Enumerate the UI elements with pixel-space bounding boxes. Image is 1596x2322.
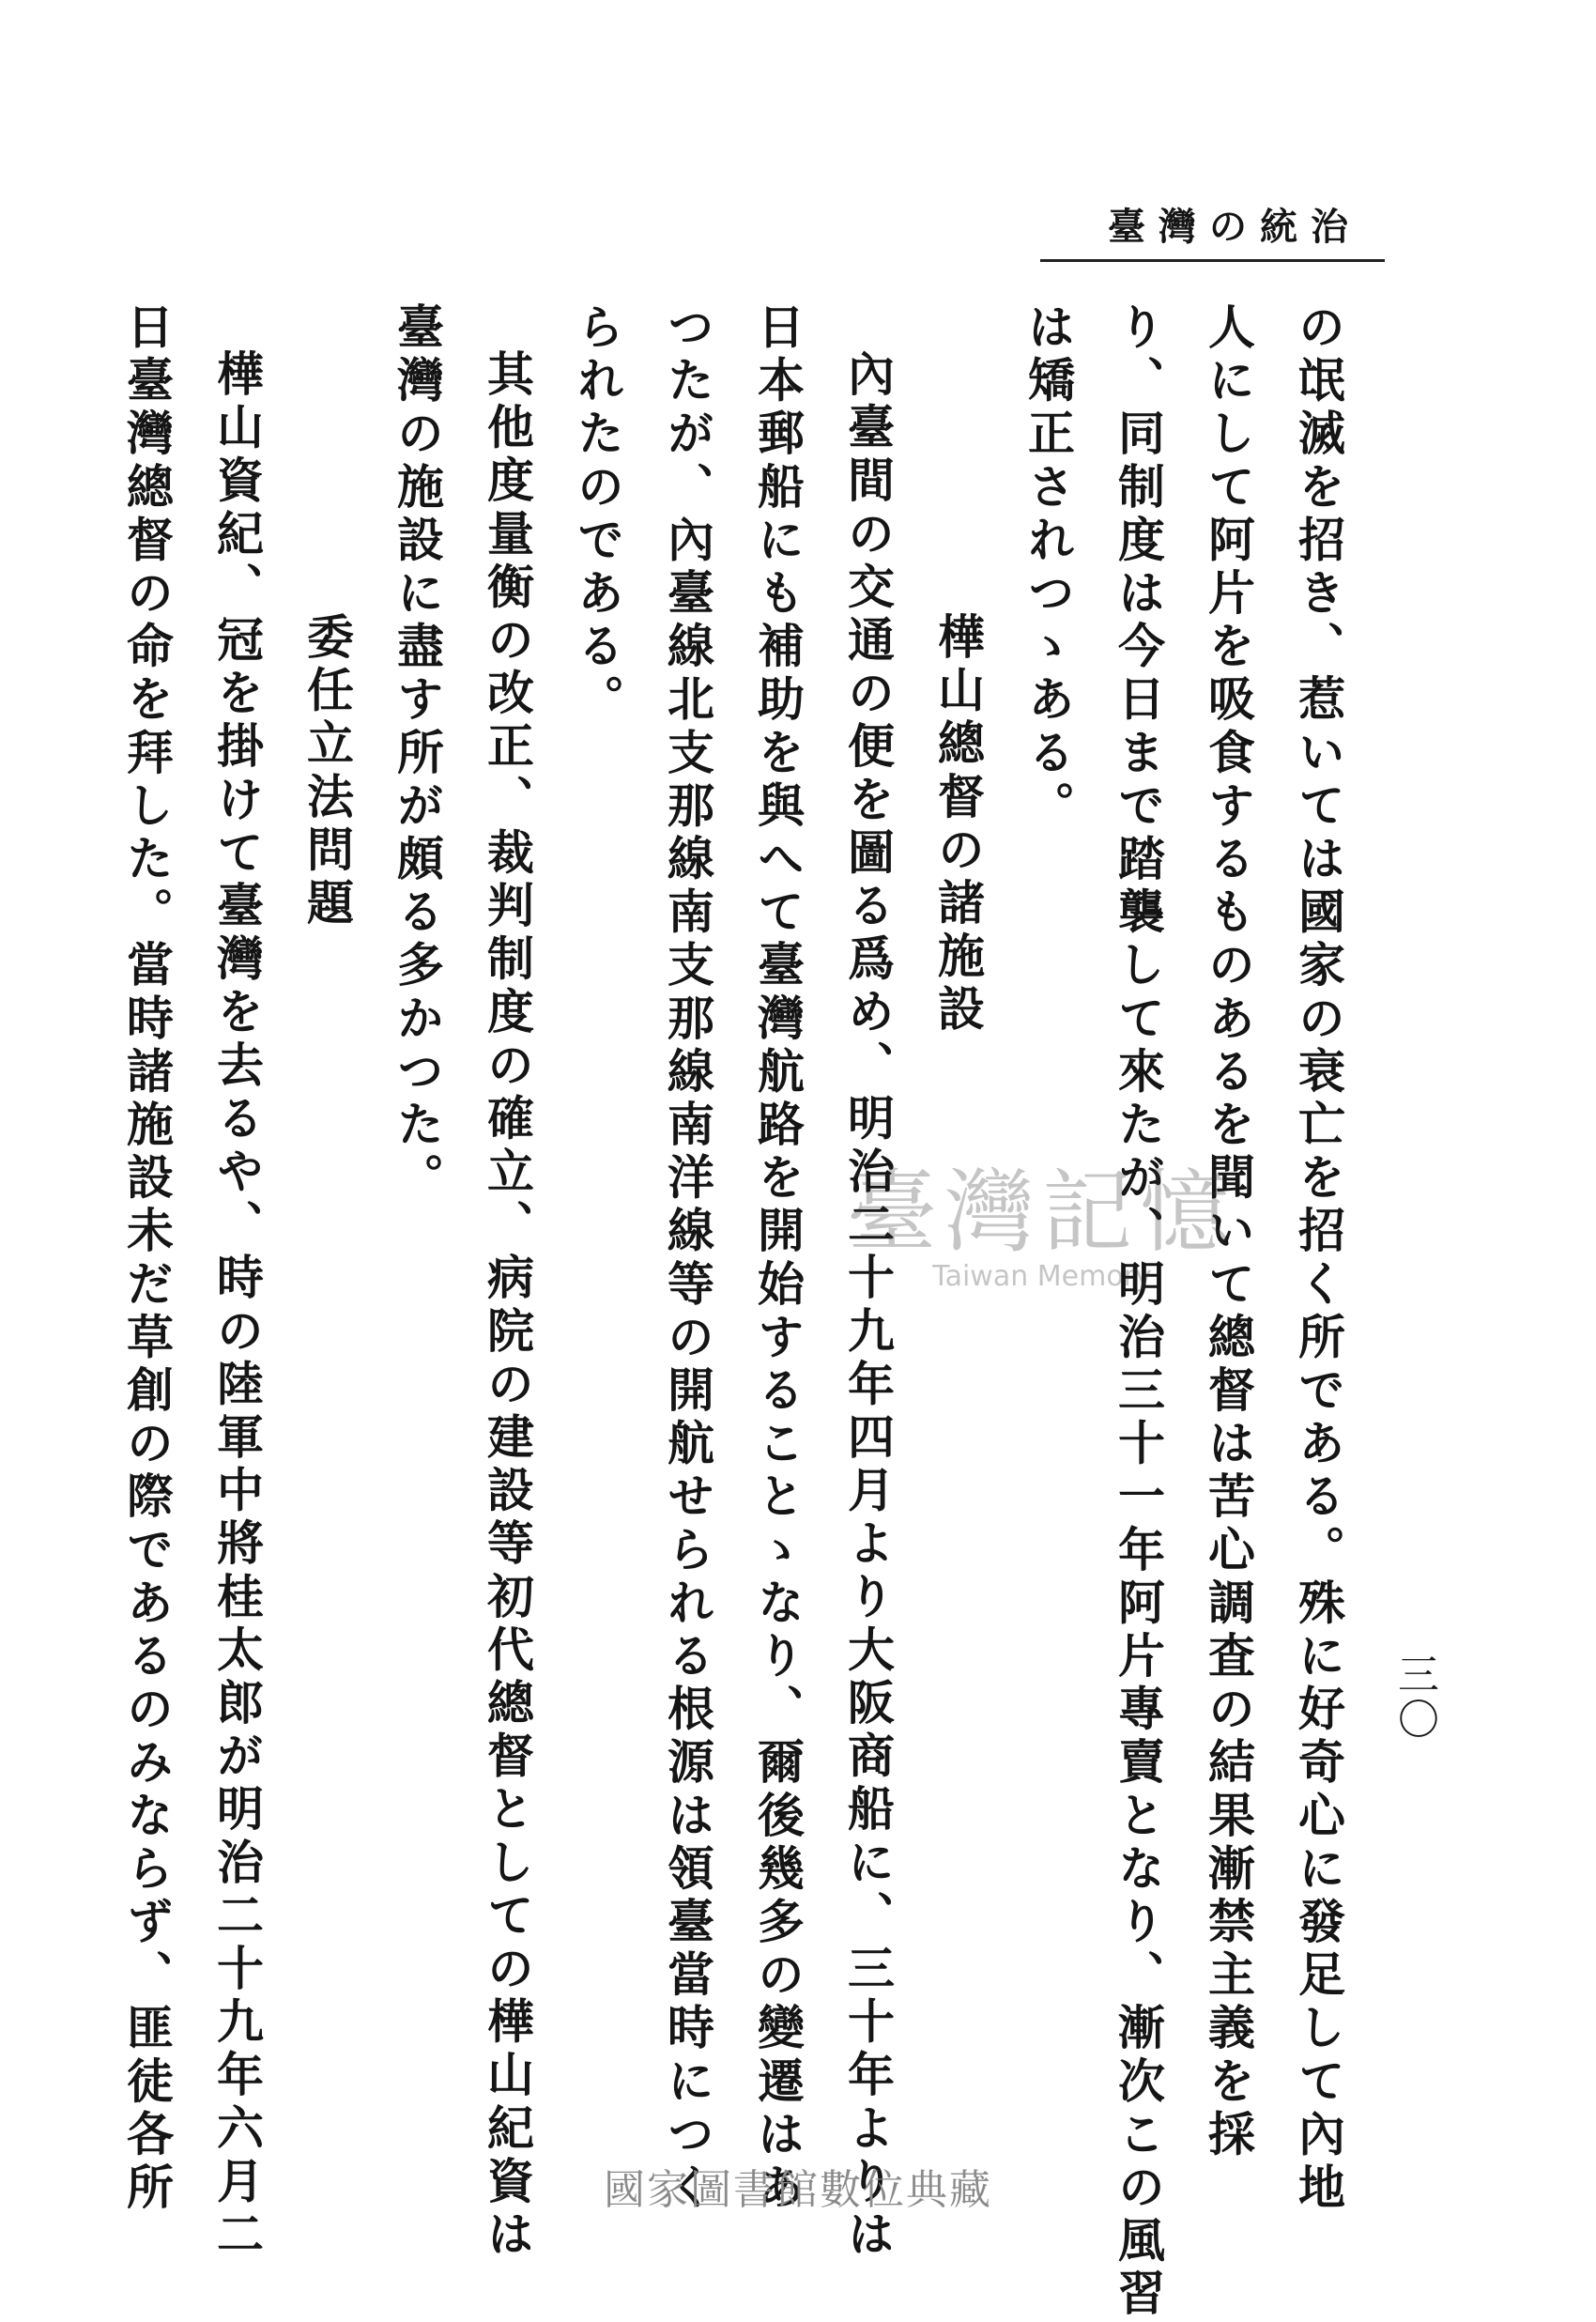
text-column: は矯正されつゝある。 [1021,302,1076,834]
taiwan-memory-watermark [798,1141,1286,1293]
column-text: 殊に好奇心に發足して內地 [1291,1577,1346,2216]
footer-credit: 國家圖書館數位典藏 [604,2166,992,2214]
section-heading: 委任立法問題 [299,612,355,931]
text-column: られたのである。 [570,302,625,728]
header-rule [1040,259,1385,262]
text-column: 臺灣の施設に盡す所が頗る多かつた。 [390,302,445,1207]
watermark-logo-text: 臺灣記憶 [847,1160,1237,1265]
running-header-title: 臺灣の統治 [1108,205,1361,249]
text-column: 其他度量衡の改正、裁判制度の確立、病院の建設等初代總督としての樺山紀資は [480,349,535,2263]
text-column: 日臺灣總督の命を拜した。當時諸施設未だ草創の際であるのみならず、匪徒各所 [119,302,175,2216]
text-column [1273,302,1363,2216]
text-column: つたが、內臺線北支那線南支那線南洋線等の開航せられる根源は領臺當時につく [660,302,715,2216]
column-text: の氓滅を招き、惹いては國家の衰亡を招く所である。 [1291,302,1346,1578]
text-column: 樺山資紀、冠を掛けて臺灣を去るや、時の陸軍中將桂太郎が明治二十九年六月二 [209,349,265,2263]
text-column: 日本郵船にも補助を與へて臺灣航路を開始することゝなり、爾後幾多の變遷はあ [750,302,806,2216]
watermark-subtitle: Taiwan Memory [932,1260,1152,1293]
section-heading: 樺山總督の諸施設 [930,612,986,1038]
text-column: 內臺間の交通の便を圖る爲め、明治二十九年四月より大阪商船に、三十年よりは [840,349,896,2263]
text-column: 人にして阿片を吸食するものあるを聞いて總督は苦心調査の結果漸禁主義を採 [1201,302,1256,2162]
page-number: 三〇 [1390,1653,1438,1743]
text-column: り、同制度は今日まで踏襲して來たが、明治三十一年阿片專賣となり、漸次この風習 [1111,302,1166,2322]
